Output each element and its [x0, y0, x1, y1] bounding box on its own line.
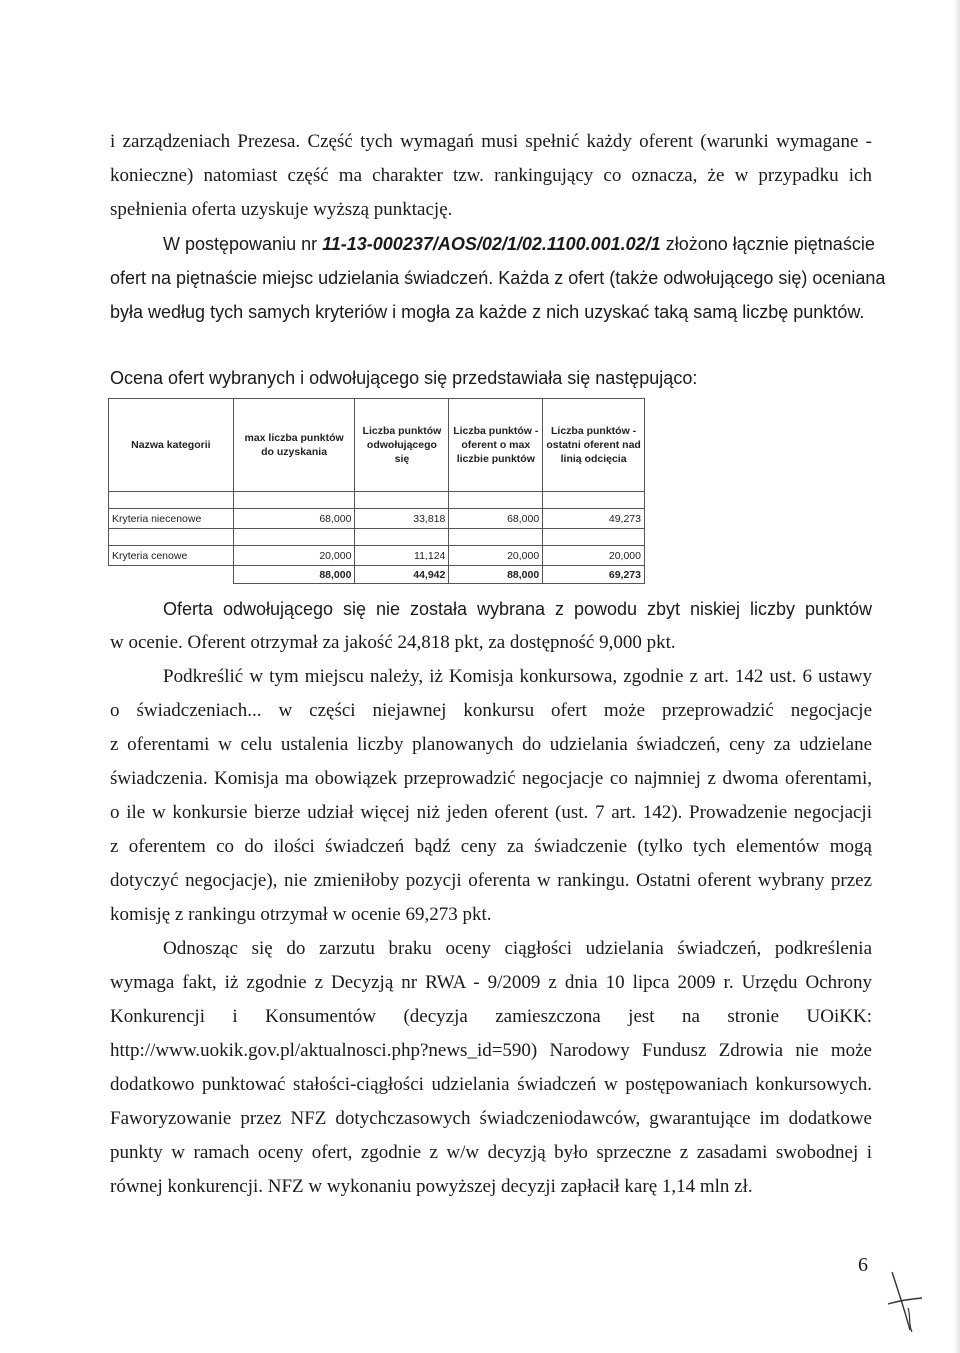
table-row [109, 546, 645, 566]
cell-value: 49,273 [543, 509, 645, 529]
intro-line-1: i zarządzeniach Prezesa. Część tych wymagań musi spełnić każdy oferent (warunki wymagane - [110, 131, 872, 152]
cell-value: 20,000 [543, 546, 645, 566]
scores-table [108, 398, 645, 584]
result-line-2: w ocenie. Oferent otrzymał za jakość 24,818 pkt, za dostępność 9,000 pkt. [110, 632, 676, 653]
table-row [109, 509, 645, 529]
table-gap-row [109, 492, 645, 509]
table-header-row [109, 399, 645, 492]
result-line-1: Oferta odwołującego się nie została wybrana z powodu zbyt niskiej liczby punktów [163, 599, 872, 619]
negotiation-line-6: z oferentem co do ilości świadczeń bądź ceny za świadczenie (tylko tych elementów mogą [110, 836, 872, 857]
negotiation-line-1: Podkreślić w tym miejscu należy, iż Komisja konkursowa, zgodnie z art. 142 ust. 6 ustawy [163, 666, 872, 687]
procedure-first-line [163, 227, 875, 261]
procedure-suffix: złożono łącznie piętnaście [660, 234, 875, 254]
continuity-line-2: wymaga fakt, iż zgodnie z Decyzją nr RWA - 9/2009 z dnia 10 lipca 2009 r. Urzędu Ochrony [110, 972, 872, 993]
continuity-line-4: http://www.uokik.gov.pl/aktualnosci.php?news_id=590) Narodowy Fundusz Zdrowia nie może [110, 1040, 872, 1061]
table-total-row [109, 566, 645, 584]
intro-line-3: spełnienia oferta uzyskuje wyższą punktację. [110, 199, 453, 220]
row-label: Kryteria cenowe [109, 546, 234, 566]
case-number: 11-13-000237/AOS/02/1/02.1100.001.02/1 [322, 234, 661, 254]
continuity-line-8: równej konkurencji. NFZ w wykonaniu powyższej decyzji zapłacił karę 1,14 mln zł. [110, 1176, 753, 1197]
intro-line-2: konieczne) natomiast część ma charakter tzw. rankingujący co oznacza, że w przypadku ich [110, 165, 872, 186]
procedure-prefix: W postępowaniu nr [163, 234, 323, 254]
cell-value: 11,124 [355, 546, 449, 566]
total-value: 88,000 [449, 566, 543, 584]
cell-value: 20,000 [233, 546, 355, 566]
handwritten-initial-mark [886, 1268, 926, 1338]
total-value: 44,942 [355, 566, 449, 584]
table-intro: Ocena ofert wybranych i odwołującego się przedstawiała się następująco: [110, 368, 698, 388]
table-gap-row [109, 529, 645, 546]
cell-value: 20,000 [449, 546, 543, 566]
continuity-line-1: Odnosząc się do zarzutu braku oceny ciągłości udzielania świadczeń, podkreślenia [163, 938, 872, 959]
row-label: Kryteria niecenowe [109, 509, 234, 529]
continuity-line-6: Faworyzowanie przez NFZ dotychczasowych świadczeniodawców, gwarantujące im dodatkowe [110, 1108, 872, 1129]
continuity-line-7: punkty w ramach oceny ofert, zgodnie z w/w decyzją było sprzeczne z zasadami swobodnej i [110, 1142, 872, 1163]
negotiation-line-8: komisję z rankingu otrzymał w ocenie 69,273 pkt. [110, 904, 492, 925]
cell-value: 68,000 [449, 509, 543, 529]
total-value: 69,273 [543, 566, 645, 584]
negotiation-line-2: o świadczeniach... w części niejawnej konkursu ofert może przeprowadzić negocjacje [110, 700, 872, 721]
total-value: 88,000 [233, 566, 355, 584]
negotiation-line-5: o ile w konkursie bierze udział więcej niż jeden oferent (ust. 7 art. 142). Prowadzenie negocjacji [110, 802, 872, 823]
negotiation-line-3: z oferentami w celu ustalenia liczby planowanych do udzielania świadczeń, ceny za udzielane [110, 734, 872, 755]
procedure-line-3: była według tych samych kryteriów i mogła za każde z nich uzyskać taką samą liczbę punktów. [110, 302, 865, 322]
header-top-offer-points: Liczba punktów - oferent o max liczbie punktów [449, 399, 543, 492]
procedure-line-2: ofert na piętnaście miejsc udzielania świadczeń. Każda z ofert (także odwołującego się) oceniana [110, 268, 886, 288]
negotiation-line-4: świadczenia. Komisja ma obowiązek przeprowadzić negocjacje co najmniej z dwoma oferentami, [110, 768, 872, 789]
continuity-line-5: dodatkowo punktować stałości-ciągłości udzielania świadczeń w postępowaniach konkursowych. [110, 1074, 872, 1095]
continuity-line-3: Konkurencji i Konsumentów (decyzja zamieszczona jest na stronie UOiKK: [110, 1006, 872, 1027]
header-category: Nazwa kategorii [109, 399, 234, 492]
header-max-points: max liczba punktów do uzyskania [233, 399, 355, 492]
header-last-offer-points: Liczba punktów - ostatni oferent nad linią odcięcia [543, 399, 645, 492]
page-number: 6 [858, 1254, 868, 1276]
header-appellant-points: Liczba punktów odwołującego się [355, 399, 449, 492]
page-edge-shadow [954, 0, 960, 1353]
negotiation-line-7: dotyczyć negocjacje), nie zmieniłoby pozycji oferenta w rankingu. Ostatni oferent wybrany przez [110, 870, 872, 891]
cell-value: 33,818 [355, 509, 449, 529]
cell-value: 68,000 [233, 509, 355, 529]
